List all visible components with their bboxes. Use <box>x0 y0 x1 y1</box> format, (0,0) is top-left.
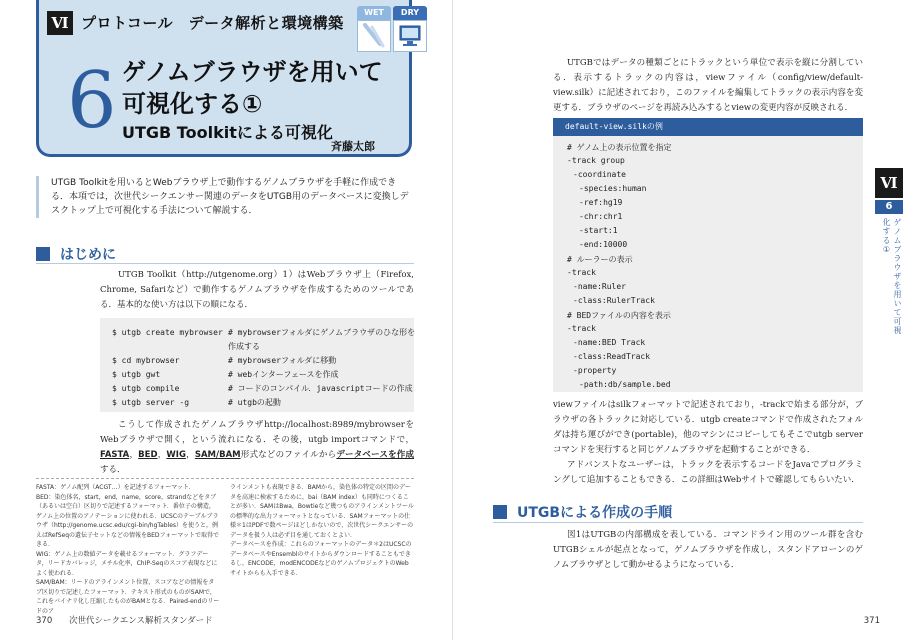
code-line: -species:human <box>579 184 647 193</box>
chapter-side-tab <box>875 168 903 338</box>
side-section-number: 6 <box>875 200 903 214</box>
page-title-line-2: 可視化する① <box>122 90 263 118</box>
section-number: 6 <box>67 56 117 146</box>
section-heading-intro <box>36 244 116 264</box>
chapter-title: プロトコール データ解析と環境構築 <box>81 14 344 32</box>
code-caption: default-view.silkの例 <box>553 118 863 136</box>
code-line: -track <box>567 268 596 277</box>
section-heading-steps <box>493 502 672 522</box>
code-line: -track <box>567 324 596 333</box>
lead-paragraph: UTGB Toolkitを用いるとWebブラウザ上で動作するゲノムブラウザを手軽に作成できる．本項では，次世代シークエンサー関連のデータをUTGB用のデータベースに変換しデスクトップ上で可視化する手法について解説する． <box>36 176 414 218</box>
page-footer <box>36 614 213 626</box>
command-row: $ utgb compile # コードのコンパイル．javascriptコードの作成 <box>112 384 413 393</box>
section-divider <box>493 522 863 523</box>
architecture-paragraph: 図1はUTGBの内部構成を表している．コマンドライン用のツール群を含むUTGBシェルが起点となって，ゲノムブラウザを作成し，スタンドアローンのゲノムブラウザとして動かせるようになっている． <box>553 530 863 570</box>
code-line: -name:BED Track <box>573 338 646 347</box>
command-row: $ utgb gwt # webインターフェースを作成 <box>112 370 339 379</box>
wet-dry-indicator <box>357 6 427 52</box>
pipette-icon <box>357 20 391 52</box>
database-link[interactable]: データベースを作成 <box>336 450 414 460</box>
footnotes-right-column: ラインメントも表現できる．BAMから，染色体の特定の区間のデータを高速に検索するために，bai（BAM index）も同時につくることが多い．SAMはBwa，Bowtieなど幾つものアラインメントツールの標準的な出力フォーマットとなっている．SAMフォーマットの仕様＊1はPDFで数ページほどしかないので，次世代シークエンサーのデータを扱う人は必ず目を通しておくとよい． データベースを作成：これらのフォーマットのデータ＊2はUCSCのデータベースやEnsemblのサイトからダウンロードすることもできるし，ENCODE，modENCODEなどのゲノムプロジェクトのWebサイトからも入手できる． <box>230 484 414 577</box>
page-subtitle: UTGB Toolkitによる可視化 <box>122 123 333 142</box>
chapter-title-block <box>36 0 420 157</box>
command-row: $ utgb server -g # utgbの起動 <box>112 398 281 407</box>
code-line: -class:ReadTrack <box>573 352 651 361</box>
side-chapter-number: Ⅵ <box>875 168 903 198</box>
advanced-paragraph: アドバンストなユーザーは，トラックを表示するコードをJavaでプログラミングして追加することもできる．この詳細はWebサイトで確認してもらいたい． <box>553 460 863 485</box>
format-link-wig[interactable]: WIG <box>166 450 186 460</box>
side-section-title: ゲノムブラウザを用いて可視化する① <box>882 218 902 335</box>
code-line: -track group <box>567 156 625 165</box>
author-name: 斉藤太郎 <box>331 140 375 153</box>
command-row: $ utgb create mybrowser # mybrowserフォルダにゲノムブラウザのひな形を <box>112 328 416 337</box>
dry-label: DRY <box>393 6 427 20</box>
section-divider <box>36 263 414 264</box>
section-marker <box>493 505 507 519</box>
silk-format-paragraph: viewファイルはsilkフォーマットで記述されており，-trackで始まる部分が，ブラウザの各トラックに対応している．utgb createコマンドで作成されたフォルダは持ち運びができ(portable)，他のマシンにコピーしてもそこでutgb serverコマンドを実行すると同じゲノムブラウザを起動することができる． <box>553 400 863 455</box>
book-title: 次世代シークエンス解析スタンダード <box>68 616 213 626</box>
intro-paragraph: UTGB Toolkit（http://utgenome.org）1）はWebブラウザ上（Firefox, Chrome, Safariなど）で動作するゲノムブラウザを作成するためのツールである．基本的な使い方は以下の順になる． <box>100 270 414 310</box>
wet-label: WET <box>357 6 391 20</box>
page-title-line-1: ゲノムブラウザを用いて <box>122 58 383 86</box>
silk-code-block <box>553 136 863 392</box>
code-line: -property <box>573 366 617 375</box>
code-line: -end:10000 <box>579 240 628 249</box>
chapter-number-badge: Ⅵ <box>47 11 73 35</box>
command-block <box>100 318 414 412</box>
code-line: -path:db/sample.bed <box>579 380 671 389</box>
format-link-sam-bam[interactable]: SAM/BAM <box>194 450 241 460</box>
right-page <box>453 0 906 640</box>
computer-icon <box>393 20 427 52</box>
code-line: -start:1 <box>579 226 618 235</box>
code-line: -class:RulerTrack <box>573 296 655 305</box>
format-link-bed[interactable]: BED <box>138 450 158 460</box>
footnotes <box>36 478 414 615</box>
footnotes-left-column: FASTA：ゲノム配列（ACGT…）を記述するフォーマット． BED：染色体名，start，end，name，score，strandなどをタブ（あるいは空白）区切りで記述するフォーマット．番位子の構造，ゲノム上の位置のアノテーションに使われる．UCSCのテーブルブラウザ（http://genome.ucsc.edu/cgi-bin/hgTables）を使うと，例えばRefSeqの遺伝子セットなどの情報をBEDフォーマットで取得できる． WIG：ゲノム上の数値データを載せるフォーマット．グラフデータ，リードカバレッジ，メチル化率，ChIP-Seqのスコア表現などによく使われる． SAM/BAM：リードのアラインメント位置，スコアなどの情報をタブ区切りで記述したフォーマット．テキスト形式のものがSAMで，これをバイナリ化し圧縮したものがBAMとなる．Paired-endのリードのア <box>36 484 220 615</box>
section-title: UTGBによる作成の手順 <box>517 505 673 521</box>
code-line: -chr:chr1 <box>579 212 623 221</box>
code-line: -ref:hg19 <box>579 198 623 207</box>
section-title: はじめに <box>60 247 116 263</box>
page-number: 371 <box>863 616 880 626</box>
code-line: # ゲノム上の表示位置を指定 <box>567 143 672 152</box>
view-file-paragraph: UTGBではデータの種類ごとにトラックという単位で表示を縦に分割している．表示するトラックの内容は，viewファイル（config/view/default-view.silk）に記述されており，このファイルを編集してトラックの表示内容を変更する．ブラウザのページを再読み込みするとviewの変更内容が反映される． <box>553 58 863 113</box>
format-link-fasta[interactable]: FASTA <box>100 450 130 460</box>
page-title <box>122 56 412 120</box>
command-row: $ cd mybrowser # mybrowserフォルダに移動 <box>112 356 337 365</box>
section-marker <box>36 247 50 261</box>
code-line: # BEDファイルの内容を表示 <box>567 311 671 320</box>
code-line: -coordinate <box>573 170 626 179</box>
usage-paragraph: こうして作成されたゲノムブラウザhttp://localhost:8989/mybrowserをWebブラウザで開く，という流れになる．その後，utgb importコマンドで，FASTA，BED，WIG，SAM/BAM形式などのファイルからデータベースを作成する． <box>100 420 414 475</box>
code-line: -name:Ruler <box>573 282 626 291</box>
command-row: 作成する <box>228 342 260 351</box>
page-number: 370 <box>36 616 53 626</box>
code-line: # ルーラーの表示 <box>567 255 633 264</box>
